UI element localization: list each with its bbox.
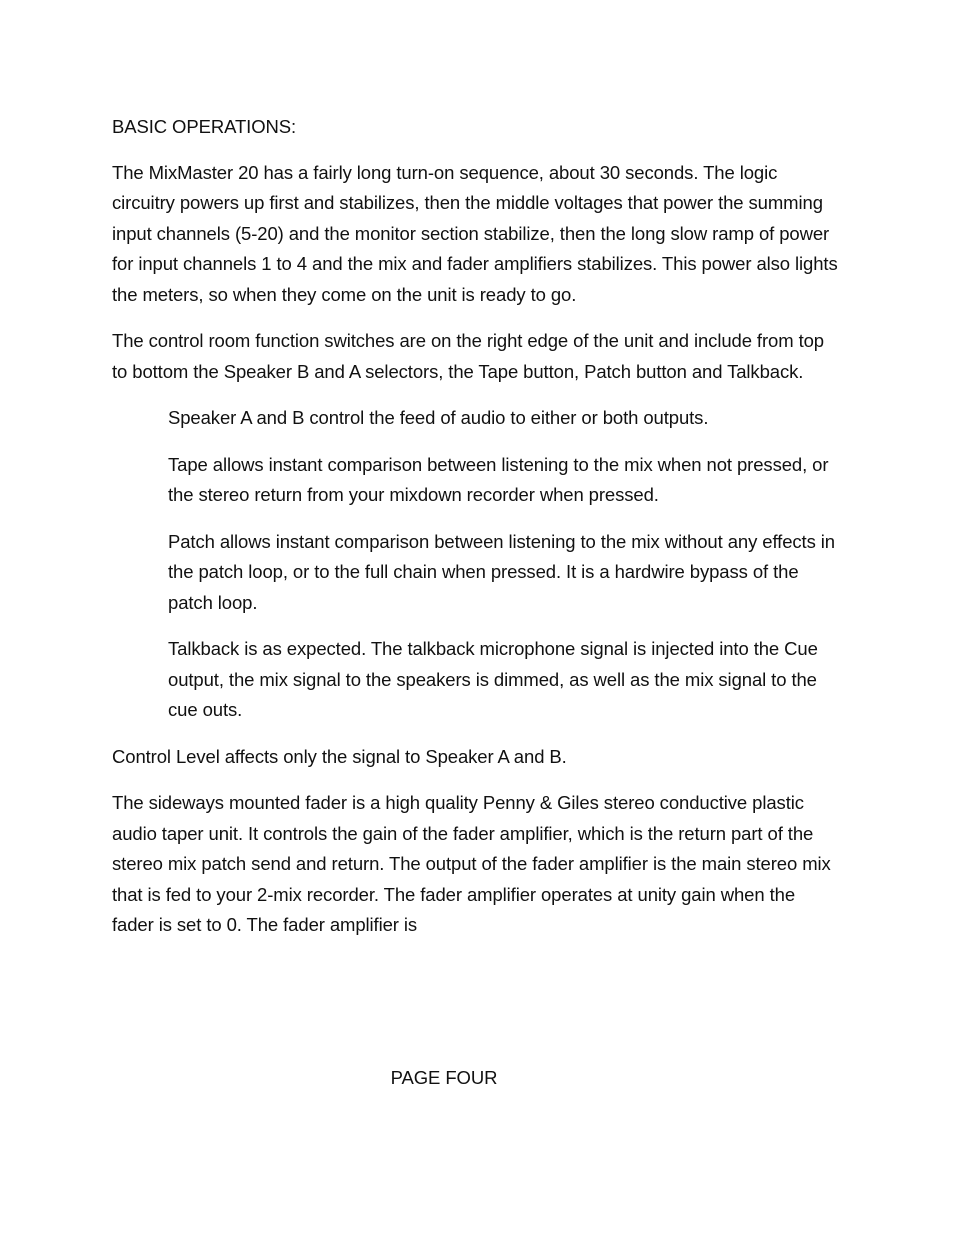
paragraph-control-room-switches: The control room function switches are on the right edge of the unit and include from top to bottom the Speaker B and A selectors, the Tape button, Patch button and Talkback.: [112, 330, 824, 382]
paragraph-tape: Tape allows instant comparison between listening to the mix when not pressed, or the stereo return from your mixdown recorder when pressed.: [168, 453, 829, 505]
paragraph-turn-on-sequence: The MixMaster 20 has a fairly long turn-on sequence, about 30 seconds. The logic circuitry powers up first and stabilizes, then the middle voltages that power the summing input channels (5-20) and the monitor section stabilize, then the long slow ramp of power for input channels 1 to 4 and the mix and fader amplifiers stabilizes. This power also lights the meters, so when they come on the unit is ready to go.: [112, 161, 838, 305]
paragraph-fader: The sideways mounted fader is a high quality Penny & Giles stereo conductive plastic audio taper unit. It controls the gain of the fader amplifier, which is the return part of the stereo mix patch send and return. The output of the fader amplifier is the main stereo mix that is fed to your 2-mix recorder. The fader amplifier operates at unity gain when the fader is set to 0. The fader amplifier is: [112, 792, 831, 935]
page-footer: PAGE FOUR: [390, 1067, 498, 1088]
paragraph-control-level: Control Level affects only the signal to Speaker A and B.: [112, 745, 567, 767]
paragraph-patch: Patch allows instant comparison between listening to the mix without any effects in the patch loop, or to the full chain when pressed. It is a hardwire bypass of the patch loop.: [168, 530, 835, 613]
paragraph-talkback: Talkback is as expected. The talkback microphone signal is injected into the Cue output, the mix signal to the speakers is dimmed, as well as the mix signal to the cue outs.: [168, 638, 818, 720]
document-body: [112, 112, 840, 957]
section-heading: BASIC OPERATIONS:: [112, 116, 297, 137]
paragraph-speaker-a-b: Speaker A and B control the feed of audio to either or both outputs.: [168, 407, 709, 428]
